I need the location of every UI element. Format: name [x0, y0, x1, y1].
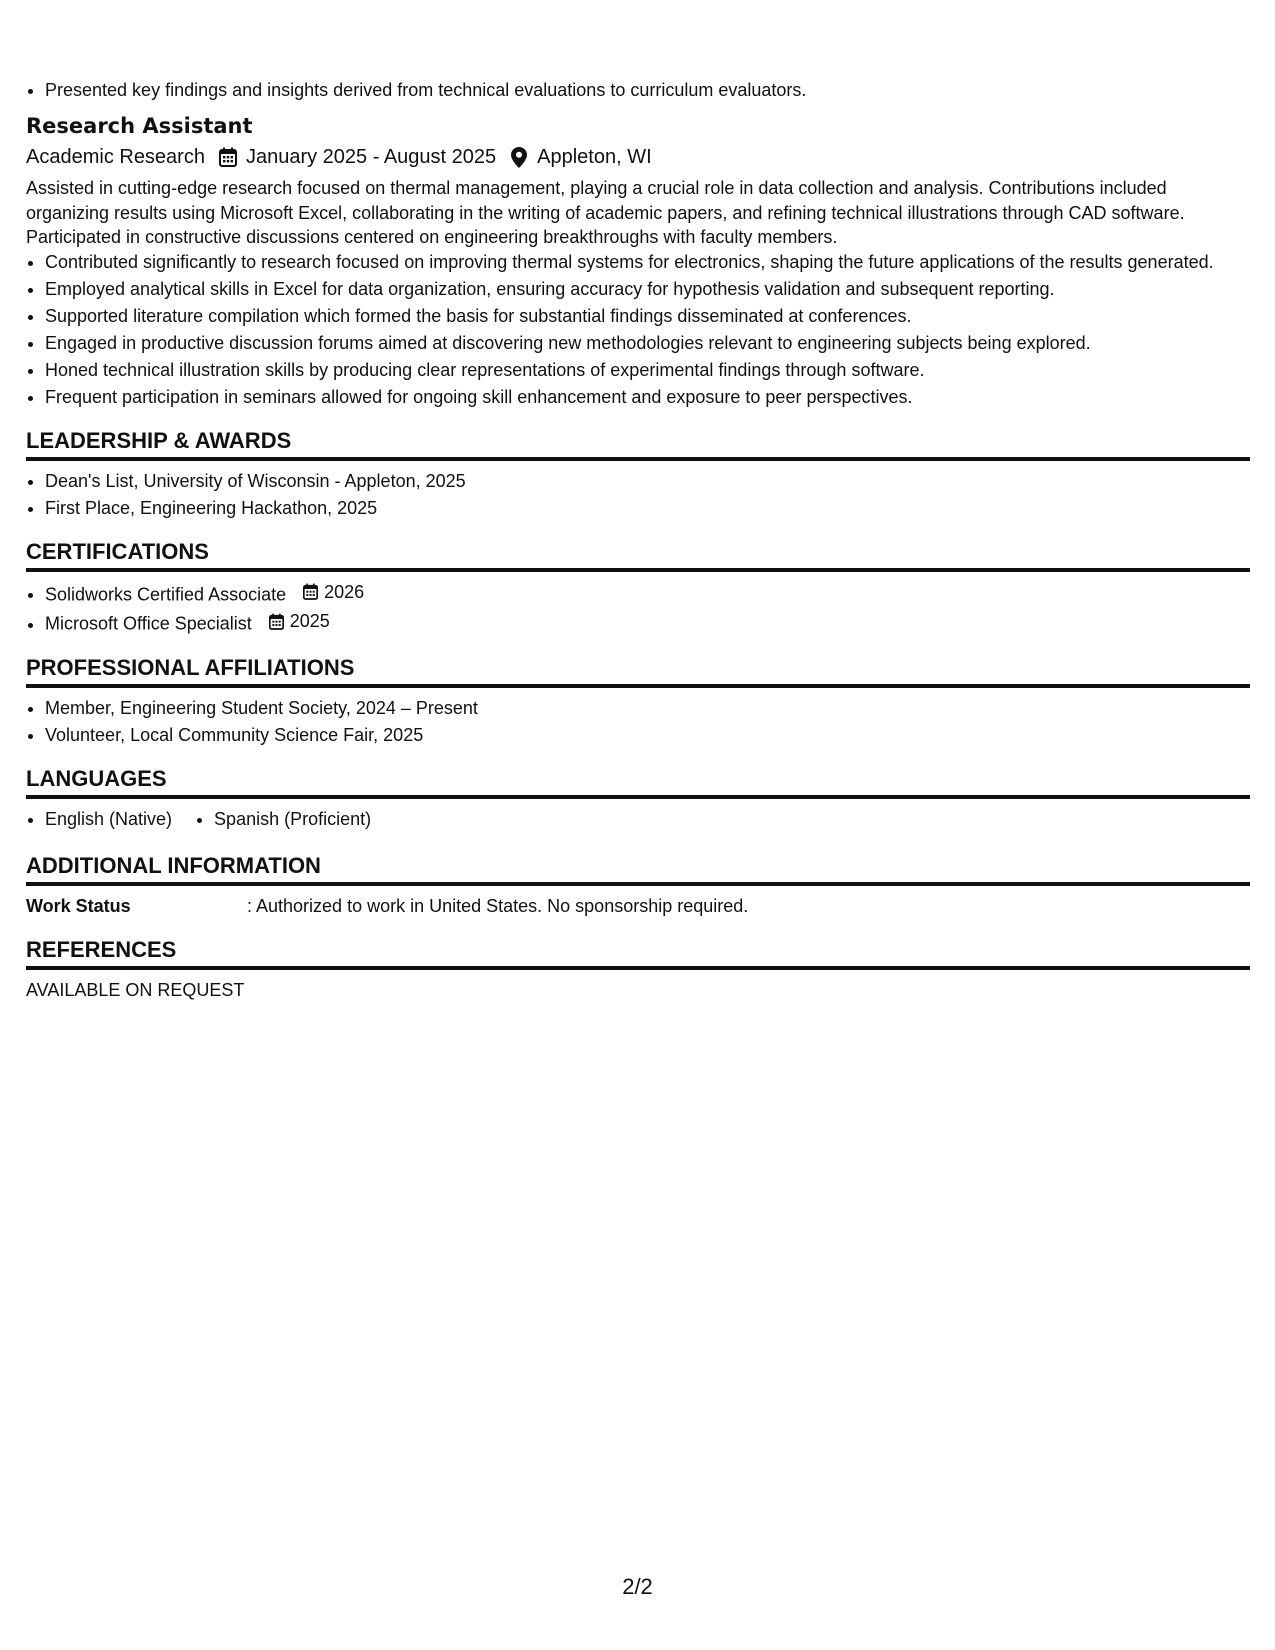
list-item: • Supported literature compilation which formed the basis for substantial findings disseminated at conferences. — [45, 304, 1250, 328]
certification-name: Solidworks Certified Associate — [45, 584, 287, 604]
work-status-label: Work Status — [26, 895, 131, 916]
page-number: 2/2 — [622, 1574, 653, 1599]
section-heading-leadership: LEADERSHIP & AWARDS — [26, 427, 1250, 461]
list-item — [45, 609, 1250, 636]
list-item: • Volunteer, Local Community Science Fair, 2025 — [45, 723, 1250, 747]
previous-job-bullets — [26, 78, 1250, 102]
list-item: • English (Native) — [45, 807, 172, 831]
work-status-row — [26, 894, 1250, 918]
calendar-icon — [218, 146, 238, 168]
references-text: AVAILABLE ON REQUEST — [26, 979, 245, 1000]
list-item: • Contributed significantly to research focused on improving thermal systems for electronics, shaping the future applications of the results generated. — [45, 250, 1250, 274]
list-item — [45, 580, 1250, 607]
job-location: Appleton, WI — [537, 146, 652, 168]
certifications-list — [26, 580, 1250, 636]
certification-date — [269, 609, 330, 633]
certification-name: Microsoft Office Specialist — [45, 613, 252, 634]
list-item: • Dean's List, University of Wisconsin - Appleton, 2025 — [45, 469, 1250, 493]
affiliations-list — [26, 696, 1250, 747]
list-item: • Frequent participation in seminars allowed for ongoing skill enhancement and exposure to peer perspectives. — [45, 385, 1250, 409]
section-heading-languages: LANGUAGES — [26, 765, 1250, 799]
list-item: • Member, Engineering Student Society, 2024 – Present — [45, 696, 1250, 720]
calendar-icon — [303, 583, 320, 601]
job-bullets — [26, 250, 1250, 409]
list-item: • Presented key findings and insights derived from technical evaluations to curriculum evaluators. — [45, 78, 1250, 102]
job-meta — [26, 143, 1250, 171]
job-entry — [26, 112, 1250, 409]
list-item: • First Place, Engineering Hackathon, 2025 — [45, 496, 1250, 520]
job-description: Assisted in cutting-edge research focused on thermal management, playing a crucial role in data collection and analysis. Contributions included organizing results using Microsoft Excel, collaborating in the writing of academic papers, and refining technical illustrations through CAD software. Participated in constructive discussions centered on engineering breakthroughs with faculty members. — [26, 178, 1185, 247]
job-title: Research Assistant — [26, 114, 253, 138]
certification-date — [303, 580, 364, 604]
map-pin-icon — [509, 146, 529, 168]
list-item: • Employed analytical skills in Excel for data organization, ensuring accuracy for hypothesis validation and subsequent reporting. — [45, 277, 1250, 301]
section-heading-additional-info: ADDITIONAL INFORMATION — [26, 852, 1250, 886]
list-item: • Engaged in productive discussion forums aimed at discovering new methodologies relevant to engineering subjects being explored. — [45, 331, 1250, 355]
job-dates: January 2025 - August 2025 — [245, 146, 497, 168]
section-heading-affiliations: PROFESSIONAL AFFILIATIONS — [26, 654, 1250, 688]
resume-page — [26, 78, 1250, 1002]
languages-list — [26, 807, 1250, 834]
certification-year: 2025 — [289, 611, 330, 631]
list-item: • Spanish (Proficient) — [214, 807, 371, 831]
section-heading-certifications: CERTIFICATIONS — [26, 538, 1250, 572]
job-company: Academic Research — [26, 146, 205, 168]
section-heading-references: REFERENCES — [26, 936, 1250, 970]
leadership-list — [26, 469, 1250, 520]
list-item: • Honed technical illustration skills by producing clear representations of experimental findings through software. — [45, 358, 1250, 382]
work-status-value: : Authorized to work in United States. No sponsorship required. — [247, 895, 749, 916]
calendar-icon — [269, 612, 286, 630]
certification-year: 2026 — [324, 581, 365, 602]
